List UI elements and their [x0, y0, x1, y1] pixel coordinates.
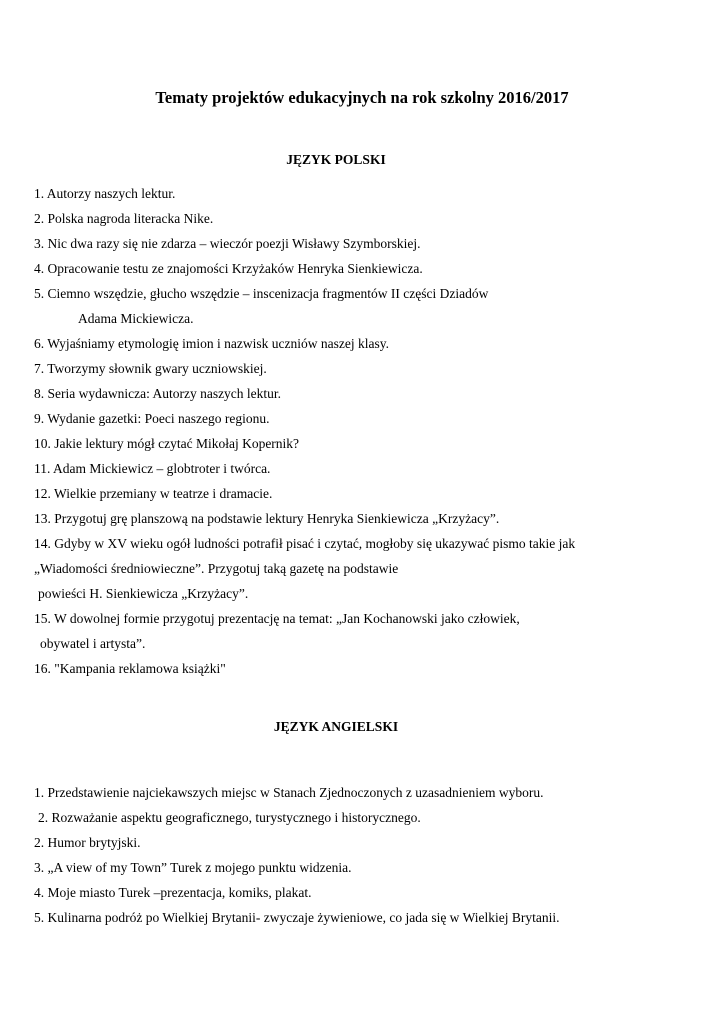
topic-line: 2. Humor brytyjski. — [34, 835, 141, 850]
topic-line: 7. Tworzymy słownik gwary uczniowskiej. — [34, 361, 267, 376]
topic-line: 5. Ciemno wszędzie, głucho wszędzie – inscenizacja fragmentów II części Dziadów — [34, 286, 489, 301]
topic-line: 5. Kulinarna podróż po Wielkiej Brytanii- zwyczaje żywieniowe, co jada się w Wielkiej Brytanii. — [34, 910, 560, 925]
topic-list-polish — [34, 181, 575, 681]
section-heading-polish: JĘZYK POLSKI — [286, 152, 386, 167]
topic-line: 1. Przedstawienie najciekawszych miejsc w Stanach Zjednoczonych z uzasadnieniem wyboru. — [34, 785, 544, 800]
topic-line: 13. Przygotuj grę planszową na podstawie lektury Henryka Sienkiewicza „Krzyżacy”. — [34, 511, 500, 526]
topic-line-continuation: powieści H. Sienkiewicza „Krzyżacy”. — [38, 586, 249, 601]
topic-line: 16. "Kampania reklamowa książki" — [34, 661, 226, 676]
topic-line: 4. Opracowanie testu ze znajomości Krzyżaków Henryka Sienkiewicza. — [34, 261, 423, 276]
topic-line: 14. Gdyby w XV wieku ogół ludności potrafił pisać i czytać, mogłoby się ukazywać pismo takie jak — [34, 536, 576, 551]
topic-line: 8. Seria wydawnicza: Autorzy naszych lektur. — [34, 386, 282, 401]
topic-line: 3. Nic dwa razy się nie zdarza – wieczór poezji Wisławy Szymborskiej. — [34, 236, 421, 251]
document-title: Tematy projektów edukacyjnych na rok szkolny 2016/2017 — [155, 88, 569, 107]
section-heading-english: JĘZYK ANGIELSKI — [273, 719, 399, 734]
topic-list-english — [34, 780, 560, 930]
topic-line: 11. Adam Mickiewicz – globtroter i twórca. — [34, 461, 271, 476]
topic-line: 6. Wyjaśniamy etymologię imion i nazwisk uczniów naszej klasy. — [34, 336, 389, 351]
topic-line: 3. „A view of my Town” Turek z mojego punktu widzenia. — [34, 860, 352, 875]
topic-line: 2. Polska nagroda literacka Nike. — [34, 211, 214, 226]
topic-line-continuation: obywatel i artysta”. — [40, 636, 146, 651]
topic-line-continuation: Adama Mickiewicza. — [78, 311, 194, 326]
topic-line: 1. Autorzy naszych lektur. — [34, 186, 176, 201]
topic-line: 10. Jakie lektury mógł czytać Mikołaj Kopernik? — [34, 436, 300, 451]
topic-line: 9. Wydanie gazetki: Poeci naszego regionu. — [34, 411, 270, 426]
topic-line: 4. Moje miasto Turek –prezentacja, komiks, plakat. — [34, 885, 312, 900]
topic-line: 12. Wielkie przemiany w teatrze i dramacie. — [34, 486, 273, 501]
topic-line-continuation: „Wiadomości średniowieczne”. Przygotuj taką gazetę na podstawie — [34, 561, 399, 576]
topic-line: 15. W dowolnej formie przygotuj prezentację na temat: „Jan Kochanowski jako człowiek, — [34, 611, 520, 626]
topic-line: 2. Rozważanie aspektu geograficznego, turystycznego i historycznego. — [38, 810, 421, 825]
